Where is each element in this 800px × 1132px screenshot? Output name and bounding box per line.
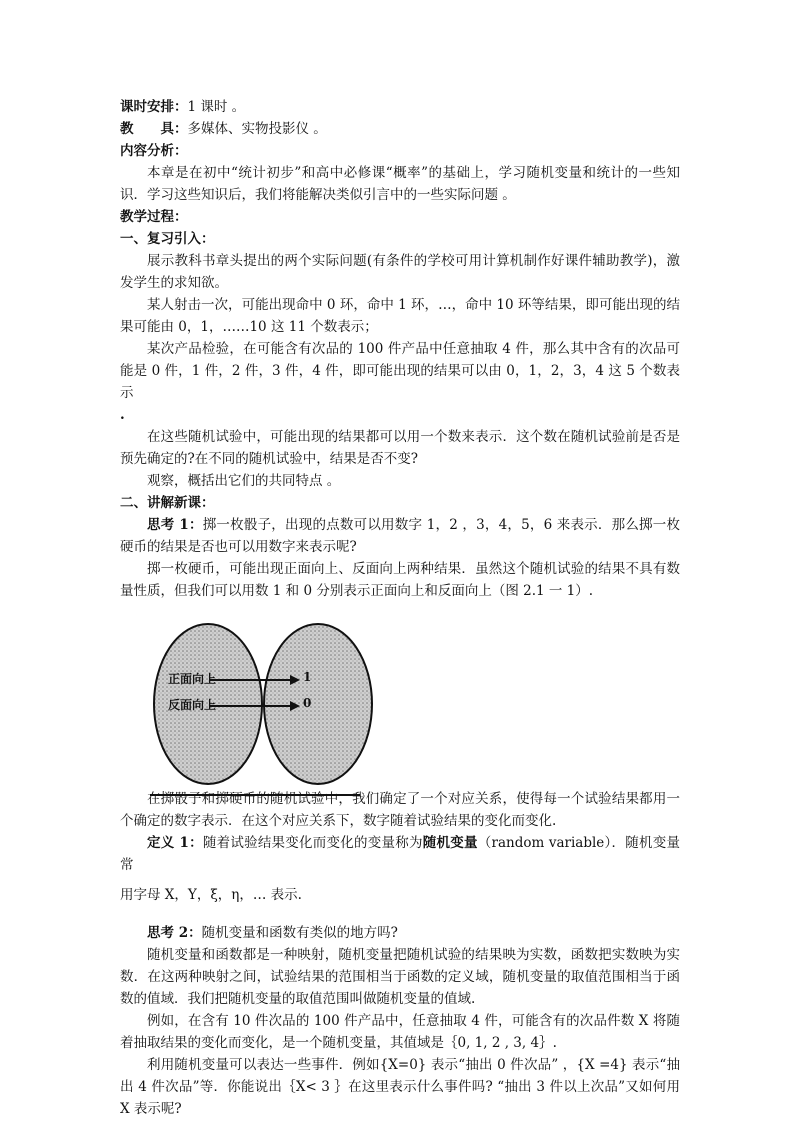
document-page	[120, 96, 680, 1120]
figure-baseline	[150, 794, 360, 796]
new-lesson-heading: 二、讲解新课：	[120, 495, 215, 511]
think1-paragraph	[120, 514, 680, 558]
review-paragraph-3-tail: .	[120, 407, 125, 423]
function-paragraph: 随机变量和函数都是一种映射，随机变量把随机试验的结果映为实数，函数把实数映为实数．在这两种映射之间，试验结果的范围相当于函数的定义域，随机变量的取值范围相当于函数的值域．我们把随机变量的取值范围叫做随机变量的值域.	[120, 947, 680, 1007]
review-paragraph-1: 展示教科书章头提出的两个实际问题(有条件的学校可用计算机制作好课件辅助教学)，激发学生的求知欲。	[120, 253, 680, 291]
coin-paragraph: 掷一枚硬币，可能出现正面向上、反面向上两种结果．虽然这个随机试验的结果不具有数量性质，但我们可以用数 1 和 0 分别表示正面向上和反面向上（图 2.1 一 1）.	[120, 561, 680, 599]
definition1-continuation: 用字母 X，Y，ξ，η，… 表示.	[120, 887, 302, 903]
review-paragraph-4: 在这些随机试验中，可能出现的结果都可以用一个数来表示．这个数在随机试验前是否是预先确定的?在不同的随机试验中，结果是否不变?	[120, 429, 680, 467]
think2-label: 思考 2：	[147, 925, 202, 941]
think2-paragraph	[120, 922, 680, 944]
definition1-text-a: 随着试验结果变化而变化的变量称为	[202, 835, 423, 851]
figure-value-down: 0	[303, 696, 312, 710]
review-paragraph-2: 某人射击一次，可能出现命中 0 环，命中 1 环，…，命中 10 环等结果，即可能出现的结果可能由 0，1，……10 这 11 个数表示；	[120, 297, 680, 335]
figure-value-up: 1	[303, 670, 312, 684]
analysis-paragraph: 本章是在初中“统计初步”和高中必修课“概率”的基础上，学习随机变量和统计的一些知识．学习这些知识后，我们将能解决类似引言中的一些实际问题 。	[120, 165, 680, 203]
tools-label: 教 具：	[120, 121, 188, 137]
process-heading: 教学过程：	[120, 209, 188, 225]
review-paragraph-5: 观察，概括出它们的共同特点 。	[147, 473, 341, 489]
figure-label-down: 反面向上	[168, 698, 217, 712]
example-paragraph: 例如，在含有 10 件次品的 100 件产品中，任意抽取 4 件，可能含有的次品件数 X 将随着抽取结果的变化而变化，是一个随机变量，其值域是｛0, 1, 2 , 3, 4｝.	[120, 1013, 680, 1051]
definition1-term: 随机变量	[422, 835, 478, 851]
think1-label: 思考 1：	[147, 517, 203, 533]
figure-label-up: 正面向上	[168, 672, 217, 686]
tools-line	[120, 118, 680, 140]
definition1-paragraph	[120, 832, 680, 876]
think2-text: 随机变量和函数有类似的地方吗?	[201, 925, 398, 941]
review-heading: 一、复习引入：	[120, 231, 215, 247]
think1-text: 掷一枚骰子，出现的点数可以用数字 1，2 ，3，4，5，6 来表示．那么掷一枚硬币的结果是否也可以用数字来表示呢?	[120, 517, 680, 555]
event-paragraph: 利用随机变量可以表达一些事件．例如{X=0} 表示“抽出 0 件次品” ，{X =4} 表示“抽出 4 件次品”等．你能说出｛X< 3 ｝在这里表示什么事件吗? “抽出 3 件以上次品”又如何用 X 表示呢?	[120, 1057, 680, 1117]
schedule-value: 1 课时 。	[187, 99, 246, 115]
range-ellipse	[264, 624, 372, 784]
mapping-figure	[150, 622, 370, 782]
analysis-heading: 内容分析：	[120, 143, 188, 159]
definition1-label: 定义 1：	[147, 835, 203, 851]
review-paragraph-3: 某次产品检验，在可能含有次品的 100 件产品中任意抽取 4 件，那么其中含有的次品可能是 0 件，1 件，2 件，3 件，4 件，即可能出现的结果可以由 0，1，2，3，4 这 5 个数表示	[120, 341, 680, 401]
schedule-line	[120, 96, 680, 118]
definition1-text-b: （random variable）．随机变量常	[120, 835, 681, 873]
schedule-label: 课时安排：	[120, 99, 188, 115]
mapping-paragraph: 在掷骰子和掷硬币的随机试验中，我们确定了一个对应关系，使得每一个试验结果都用一个确定的数字表示．在这个对应关系下，数字随着试验结果的变化而变化.	[120, 791, 680, 829]
tools-value: 多媒体、实物投影仪 。	[187, 121, 327, 137]
